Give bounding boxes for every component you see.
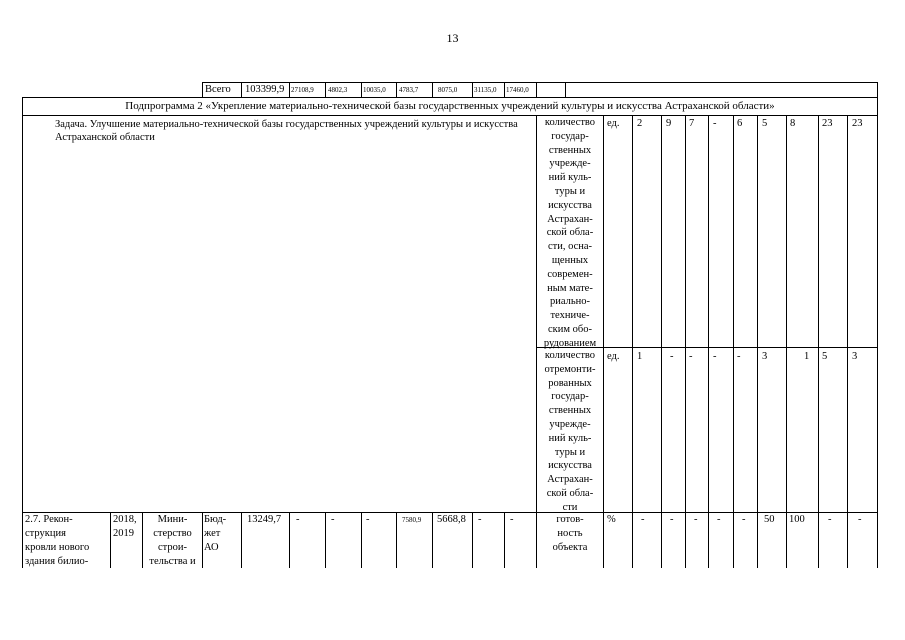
col-divider: [632, 115, 633, 568]
indicator-value: 9: [666, 118, 672, 129]
indicator-value: 3: [852, 351, 858, 362]
col-divider: [432, 512, 433, 568]
page-number: 13: [446, 31, 459, 45]
measure-years: 2018, 2019: [113, 514, 137, 539]
measure-indicator-value: -: [694, 514, 698, 525]
indicator-value: -: [689, 351, 693, 362]
totals-value: 17460,0: [506, 86, 529, 94]
totals-value: 4802,3: [328, 86, 348, 94]
col-divider: [472, 82, 473, 98]
indicator-value: 8: [790, 118, 796, 129]
col-divider: [289, 82, 290, 98]
table-left-border: [22, 97, 23, 568]
measure-indicator-value: -: [858, 514, 862, 525]
measure-funding-source: Бюд- жет АО: [204, 514, 227, 553]
totals-value: 10035,0: [363, 86, 386, 94]
subprogram-title: Подпрограмма 2 «Укрепление материально-технической базы государственных учреждений культуры и искусства Астраханской области»: [125, 100, 775, 112]
indicator-value: -: [713, 118, 717, 129]
col-divider: [685, 115, 686, 568]
indicator-value: -: [713, 351, 717, 362]
measure-value: -: [510, 514, 514, 525]
col-divider: [565, 82, 566, 98]
col-divider: [241, 82, 242, 98]
measure-value: -: [296, 514, 300, 525]
col-divider: [361, 512, 362, 568]
col-divider: [325, 512, 326, 568]
measure-indicator-value: 100: [789, 514, 805, 525]
measure-value: -: [366, 514, 370, 525]
indicator-value: 3: [762, 351, 768, 362]
col-divider: [504, 512, 505, 568]
col-divider: [325, 82, 326, 98]
indicator-name: количество отремонти- рованных государ- ственных учрежде- ний куль- туры и искусства Астрахан- ской обла- сти: [544, 350, 596, 513]
measure-executor: Мини- стерство строи- тельства и: [149, 514, 196, 567]
col-divider: [661, 115, 662, 568]
indicator-value: 1: [804, 351, 810, 362]
indicator-value: 2: [637, 118, 643, 129]
col-divider: [818, 115, 819, 568]
col-divider: [396, 82, 397, 98]
col-divider: [202, 82, 203, 98]
measure-name: 2.7. Рекон- струкция кровли нового здания билио-: [25, 514, 90, 567]
totals-total: 103399,9: [245, 84, 285, 95]
indicator-value: 23: [852, 118, 863, 129]
measure-unit: %: [607, 514, 616, 525]
measure-value: -: [478, 514, 482, 525]
col-divider: [757, 115, 758, 568]
indicator-value: 5: [822, 351, 828, 362]
totals-value: 31135,0: [474, 86, 497, 94]
measure-indicator-value: -: [641, 514, 645, 525]
col-divider: [603, 115, 604, 568]
col-divider: [847, 115, 848, 568]
col-divider: [708, 115, 709, 568]
table-right-border: [877, 82, 878, 568]
measure-indicator-value: -: [828, 514, 832, 525]
indicator-value: -: [670, 351, 674, 362]
col-divider: [536, 82, 537, 98]
measure-indicator-value: 50: [764, 514, 775, 525]
totals-value: 4783,7: [399, 86, 419, 94]
table-top-border: [202, 82, 877, 83]
measure-value: 7580,9: [402, 516, 422, 524]
measure-indicator-value: -: [742, 514, 746, 525]
col-divider: [241, 512, 242, 568]
indicator-value: 7: [689, 118, 695, 129]
col-divider: [202, 512, 203, 568]
col-divider: [110, 512, 111, 568]
row-divider: [22, 97, 878, 98]
col-divider: [504, 82, 505, 98]
totals-value: 8075,0: [438, 86, 458, 94]
indicator-value: 5: [762, 118, 768, 129]
col-divider: [733, 115, 734, 568]
task-description: Задача. Улучшение материально-технической базы государственных учреждений культуры и искусства Астраханской области: [55, 119, 518, 143]
col-divider: [289, 512, 290, 568]
col-divider: [396, 512, 397, 568]
col-divider: [472, 512, 473, 568]
measure-value: -: [331, 514, 335, 525]
measure-indicator-value: -: [670, 514, 674, 525]
measure-indicator-value: -: [717, 514, 721, 525]
col-divider: [361, 82, 362, 98]
measure-indicator: готов- ность объекта: [552, 514, 588, 553]
col-divider: [432, 82, 433, 98]
indicator-value: -: [737, 351, 741, 362]
indicator-name: количество государ- ственных учрежде- ний куль- туры и искусства Астрахан- ской обла- сти, осна- щенных современ- ным мате- риально- техниче- ским обо- рудованием: [543, 117, 597, 349]
indicator-value: 6: [737, 118, 743, 129]
row-divider: [22, 115, 878, 116]
indicator-unit: ед.: [607, 351, 620, 362]
indicator-unit: ед.: [607, 118, 620, 129]
measure-value: 5668,8: [437, 514, 466, 525]
measure-total: 13249,7: [247, 514, 282, 525]
totals-label: Всего: [205, 84, 231, 95]
indicator-value: 23: [822, 118, 833, 129]
indicator-value: 1: [637, 351, 643, 362]
col-divider: [786, 115, 787, 568]
totals-value: 27108,9: [291, 86, 314, 94]
